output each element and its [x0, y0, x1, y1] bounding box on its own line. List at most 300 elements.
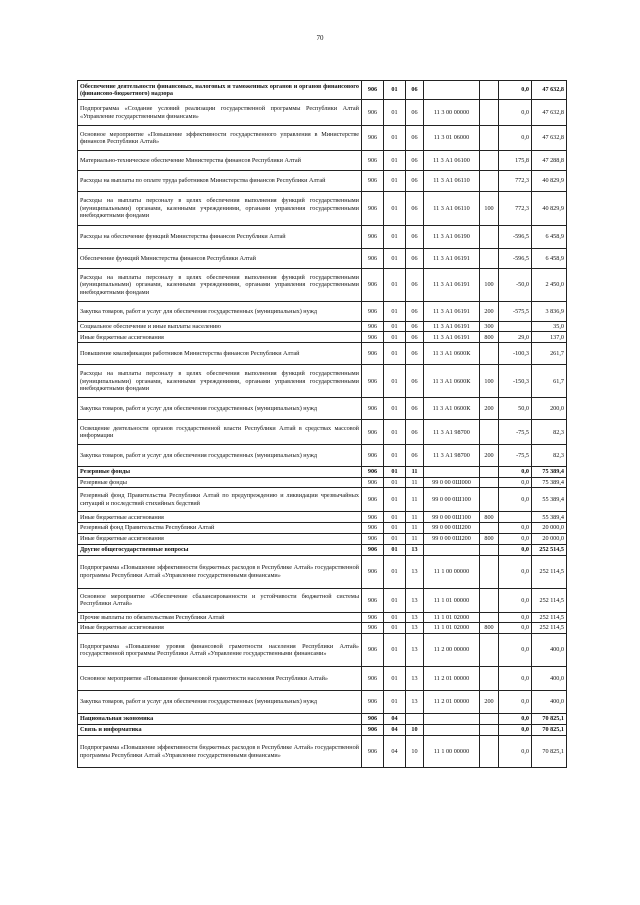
subsection-code-cell: 13 — [406, 691, 424, 714]
subsection-code-cell: 06 — [406, 322, 424, 332]
expense-name-cell: Закупка товаров, работ и услуг для обеспечения государственных (муниципальных) нужд — [78, 398, 362, 420]
expense-type-cell — [480, 634, 499, 667]
expense-name-cell: Закупка товаров, работ и услуг для обеспечения государственных (муниципальных) нужд — [78, 302, 362, 322]
expense-type-cell: 200 — [480, 302, 499, 322]
target-article-cell: 11 1 01 02000 — [424, 612, 480, 622]
expense-name-cell: Закупка товаров, работ и услуг для обеспечения государственных (муниципальных) нужд — [78, 445, 362, 467]
expense-type-cell — [480, 420, 499, 445]
table-row — [78, 714, 567, 725]
target-article-cell: 11 3 А1 0600К — [424, 398, 480, 420]
expense-name-cell: Расходы на выплаты персоналу в целях обеспечения выполнения функций государственными (муниципальными) органами, казенными учреждениями, органами управления государственными внебюджетными фондами — [78, 192, 362, 226]
expense-name-cell: Основное мероприятие «Обеспечение сбалансированности и устойчивости бюджетной системы Республики Алтай» — [78, 588, 362, 612]
expense-type-cell: 200 — [480, 398, 499, 420]
expense-type-cell — [480, 725, 499, 736]
ministry-code-cell: 906 — [362, 523, 384, 533]
ministry-code-cell: 906 — [362, 634, 384, 667]
ministry-code-cell: 906 — [362, 249, 384, 269]
subsection-code-cell: 06 — [406, 192, 424, 226]
change-amount-cell: -50,0 — [499, 269, 532, 302]
expense-name-cell: Расходы на выплаты персоналу в целях обеспечения выполнения функций государственными (муниципальными) органами, казенными учреждениями, органами управления государственными внебюджетными фондами — [78, 269, 362, 302]
total-amount-cell: 70 825,1 — [532, 736, 567, 768]
section-code-cell: 01 — [384, 467, 406, 477]
expense-type-cell — [480, 736, 499, 768]
ministry-code-cell: 906 — [362, 533, 384, 544]
target-article-cell: 11 3 А1 0600К — [424, 365, 480, 398]
change-amount-cell: 0,0 — [499, 126, 532, 151]
target-article-cell — [424, 467, 480, 477]
expense-type-cell — [480, 523, 499, 533]
subsection-code-cell: 13 — [406, 588, 424, 612]
expense-name-cell: Повышение квалификации работников Министерства финансов Республики Алтай — [78, 343, 362, 365]
expense-name-cell: Освещение деятельности органов государственной власти Республики Алтай в средствах массовой информации — [78, 420, 362, 445]
expense-type-cell — [480, 667, 499, 691]
table-row — [78, 302, 567, 322]
target-article-cell: 11 2 01 00000 — [424, 691, 480, 714]
section-code-cell: 01 — [384, 512, 406, 523]
section-code-cell: 01 — [384, 612, 406, 622]
expense-type-cell: 800 — [480, 623, 499, 634]
target-article-cell: 11 1 00 00000 — [424, 555, 480, 588]
total-amount-cell: 200,0 — [532, 398, 567, 420]
table-row — [78, 588, 567, 612]
expense-type-cell — [480, 555, 499, 588]
ministry-code-cell: 906 — [362, 322, 384, 332]
section-code-cell: 01 — [384, 533, 406, 544]
section-code-cell: 01 — [384, 623, 406, 634]
subsection-code-cell: 06 — [406, 332, 424, 343]
subsection-code-cell: 13 — [406, 634, 424, 667]
table-row — [78, 691, 567, 714]
table-row — [78, 171, 567, 192]
change-amount-cell: 0,0 — [499, 714, 532, 725]
subsection-code-cell: 06 — [406, 126, 424, 151]
total-amount-cell: 261,7 — [532, 343, 567, 365]
section-code-cell: 01 — [384, 667, 406, 691]
change-amount-cell: 175,8 — [499, 151, 532, 171]
ministry-code-cell: 906 — [362, 623, 384, 634]
subsection-code-cell: 10 — [406, 736, 424, 768]
expense-name-cell: Обеспечение деятельности финансовых, налоговых и таможенных органов и органов финансового (финансово-бюджетного) надзора — [78, 81, 362, 100]
total-amount-cell: 47 632,8 — [532, 126, 567, 151]
total-amount-cell: 20 000,0 — [532, 523, 567, 533]
subsection-code-cell: 06 — [406, 302, 424, 322]
ministry-code-cell: 906 — [362, 736, 384, 768]
section-code-cell: 01 — [384, 100, 406, 126]
subsection-code-cell: 13 — [406, 667, 424, 691]
total-amount-cell: 3 836,9 — [532, 302, 567, 322]
page-number: 70 — [316, 34, 324, 42]
total-amount-cell: 82,3 — [532, 445, 567, 467]
subsection-code-cell: 13 — [406, 555, 424, 588]
expense-name-cell: Подпрограмма «Повышение эффективности бюджетных расходов в Республике Алтай» государственной программы Республики Алтай «Управление государственными финансами» — [78, 555, 362, 588]
subsection-code-cell: 06 — [406, 151, 424, 171]
change-amount-cell — [499, 322, 532, 332]
ministry-code-cell: 906 — [362, 667, 384, 691]
change-amount-cell: 0,0 — [499, 488, 532, 512]
expense-name-cell: Социальное обеспечение и иные выплаты населению — [78, 322, 362, 332]
expense-name-cell: Резервный фонд Правительства Республики Алтай по предупреждению и ликвидации чрезвычайных ситуаций и последствий стихийных бедствий — [78, 488, 362, 512]
target-article-cell: 11 1 01 00000 — [424, 588, 480, 612]
change-amount-cell: 772,3 — [499, 171, 532, 192]
target-article-cell: 11 3 А1 98700 — [424, 420, 480, 445]
ministry-code-cell: 906 — [362, 398, 384, 420]
change-amount-cell: 0,0 — [499, 612, 532, 622]
budget-table — [77, 80, 567, 768]
change-amount-cell: 0,0 — [499, 623, 532, 634]
target-article-cell: 99 0 00 0Ш100 — [424, 512, 480, 523]
expense-type-cell: 200 — [480, 445, 499, 467]
subsection-code-cell: 11 — [406, 512, 424, 523]
target-article-cell: 11 1 01 02000 — [424, 623, 480, 634]
subsection-code-cell: 11 — [406, 477, 424, 487]
table-row — [78, 533, 567, 544]
change-amount-cell: 0,0 — [499, 736, 532, 768]
section-code-cell: 01 — [384, 691, 406, 714]
total-amount-cell: 137,0 — [532, 332, 567, 343]
expense-name-cell: Прочие выплаты по обязательствам Республики Алтай — [78, 612, 362, 622]
target-article-cell: 99 0 00 0Ш200 — [424, 533, 480, 544]
expense-type-cell: 300 — [480, 322, 499, 332]
expense-name-cell: Другие общегосударственные вопросы — [78, 544, 362, 555]
section-code-cell: 01 — [384, 269, 406, 302]
subsection-code-cell: 13 — [406, 612, 424, 622]
subsection-code-cell: 11 — [406, 523, 424, 533]
expense-name-cell: Иные бюджетные ассигнования — [78, 332, 362, 343]
change-amount-cell: 0,0 — [499, 667, 532, 691]
change-amount-cell: -596,5 — [499, 249, 532, 269]
expense-type-cell — [480, 100, 499, 126]
target-article-cell: 11 3 А1 06110 — [424, 171, 480, 192]
change-amount-cell: 0,0 — [499, 588, 532, 612]
expense-name-cell: Расходы на выплаты персоналу в целях обеспечения выполнения функций государственными (муниципальными) органами, казенными учреждениями, органами управления государственными внебюджетными фондами — [78, 365, 362, 398]
expense-type-cell: 800 — [480, 332, 499, 343]
ministry-code-cell: 906 — [362, 445, 384, 467]
expense-name-cell: Связь и информатика — [78, 725, 362, 736]
section-code-cell: 01 — [384, 249, 406, 269]
section-code-cell: 04 — [384, 714, 406, 725]
total-amount-cell: 20 000,0 — [532, 533, 567, 544]
expense-name-cell: Обеспечение функций Министерства финансов Республики Алтай — [78, 249, 362, 269]
target-article-cell: 11 2 01 00000 — [424, 667, 480, 691]
section-code-cell: 01 — [384, 365, 406, 398]
expense-type-cell: 100 — [480, 365, 499, 398]
expense-name-cell: Резервные фонды — [78, 467, 362, 477]
subsection-code-cell: 06 — [406, 398, 424, 420]
subsection-code-cell: 11 — [406, 533, 424, 544]
subsection-code-cell: 06 — [406, 226, 424, 249]
expense-type-cell — [480, 488, 499, 512]
expense-name-cell: Иные бюджетные ассигнования — [78, 623, 362, 634]
ministry-code-cell: 906 — [362, 365, 384, 398]
table-row — [78, 249, 567, 269]
total-amount-cell: 40 829,9 — [532, 192, 567, 226]
expense-name-cell: Расходы на выплаты по оплате труда работников Министерства финансов Республики Алтай — [78, 171, 362, 192]
subsection-code-cell: 06 — [406, 249, 424, 269]
table-body — [78, 81, 567, 768]
expense-type-cell — [480, 467, 499, 477]
table-row — [78, 612, 567, 622]
total-amount-cell: 47 632,8 — [532, 81, 567, 100]
ministry-code-cell: 906 — [362, 100, 384, 126]
expense-type-cell — [480, 151, 499, 171]
target-article-cell: 11 1 00 00000 — [424, 736, 480, 768]
total-amount-cell: 82,3 — [532, 420, 567, 445]
ministry-code-cell: 906 — [362, 555, 384, 588]
section-code-cell: 01 — [384, 126, 406, 151]
section-code-cell: 01 — [384, 477, 406, 487]
total-amount-cell: 55 389,4 — [532, 488, 567, 512]
section-code-cell: 01 — [384, 171, 406, 192]
change-amount-cell: 29,0 — [499, 332, 532, 343]
target-article-cell: 11 3 01 06000 — [424, 126, 480, 151]
ministry-code-cell: 906 — [362, 151, 384, 171]
expense-type-cell — [480, 226, 499, 249]
section-code-cell: 01 — [384, 151, 406, 171]
table-row — [78, 192, 567, 226]
subsection-code-cell: 11 — [406, 488, 424, 512]
total-amount-cell: 61,7 — [532, 365, 567, 398]
expense-type-cell — [480, 171, 499, 192]
change-amount-cell: 0,0 — [499, 467, 532, 477]
ministry-code-cell: 906 — [362, 126, 384, 151]
change-amount-cell: 0,0 — [499, 691, 532, 714]
ministry-code-cell: 906 — [362, 714, 384, 725]
expense-name-cell: Подпрограмма «Создание условий реализации государственной программы Республики Алтай «Управление государственными финансами» — [78, 100, 362, 126]
table-row — [78, 523, 567, 533]
table-row — [78, 667, 567, 691]
total-amount-cell: 400,0 — [532, 667, 567, 691]
total-amount-cell: 252 114,5 — [532, 588, 567, 612]
total-amount-cell: 47 288,8 — [532, 151, 567, 171]
target-article-cell — [424, 725, 480, 736]
section-code-cell: 01 — [384, 555, 406, 588]
table-row — [78, 398, 567, 420]
table-row — [78, 269, 567, 302]
target-article-cell: 11 2 00 00000 — [424, 634, 480, 667]
table-row — [78, 100, 567, 126]
ministry-code-cell: 906 — [362, 192, 384, 226]
total-amount-cell: 35,0 — [532, 322, 567, 332]
total-amount-cell: 40 829,9 — [532, 171, 567, 192]
total-amount-cell: 252 514,5 — [532, 544, 567, 555]
total-amount-cell: 75 389,4 — [532, 467, 567, 477]
ministry-code-cell: 906 — [362, 302, 384, 322]
section-code-cell: 01 — [384, 322, 406, 332]
target-article-cell: 11 3 А1 06191 — [424, 322, 480, 332]
table-row — [78, 126, 567, 151]
subsection-code-cell: 06 — [406, 445, 424, 467]
expense-type-cell — [480, 249, 499, 269]
change-amount-cell: 0,0 — [499, 523, 532, 533]
expense-name-cell: Расходы на обеспечение функций Министерства финансов Республики Алтай — [78, 226, 362, 249]
table-row — [78, 512, 567, 523]
expense-type-cell — [480, 343, 499, 365]
total-amount-cell: 47 632,8 — [532, 100, 567, 126]
subsection-code-cell: 13 — [406, 623, 424, 634]
total-amount-cell: 252 114,5 — [532, 612, 567, 622]
section-code-cell: 04 — [384, 736, 406, 768]
ministry-code-cell: 906 — [362, 171, 384, 192]
section-code-cell: 01 — [384, 302, 406, 322]
expense-type-cell — [480, 612, 499, 622]
section-code-cell: 01 — [384, 343, 406, 365]
subsection-code-cell: 06 — [406, 420, 424, 445]
change-amount-cell: 0,0 — [499, 555, 532, 588]
expense-type-cell: 200 — [480, 691, 499, 714]
change-amount-cell: -100,3 — [499, 343, 532, 365]
ministry-code-cell: 906 — [362, 588, 384, 612]
section-code-cell: 01 — [384, 523, 406, 533]
subsection-code-cell: 06 — [406, 343, 424, 365]
ministry-code-cell: 906 — [362, 343, 384, 365]
table-row — [78, 623, 567, 634]
subsection-code-cell: 06 — [406, 81, 424, 100]
expense-name-cell: Подпрограмма «Повышение уровня финансовой грамотности населения Республики Алтай» государственной программы Республики Алтай «Управление государственными финансами» — [78, 634, 362, 667]
target-article-cell: 11 3 А1 06190 — [424, 226, 480, 249]
section-code-cell: 01 — [384, 332, 406, 343]
table-row — [78, 226, 567, 249]
target-article-cell — [424, 544, 480, 555]
expense-type-cell — [480, 81, 499, 100]
ministry-code-cell: 906 — [362, 725, 384, 736]
change-amount-cell: 50,0 — [499, 398, 532, 420]
target-article-cell: 11 3 А1 06191 — [424, 269, 480, 302]
ministry-code-cell: 906 — [362, 467, 384, 477]
change-amount-cell: 0,0 — [499, 544, 532, 555]
expense-name-cell: Закупка товаров, работ и услуг для обеспечения государственных (муниципальных) нужд — [78, 691, 362, 714]
target-article-cell: 99 0 00 0Ш100 — [424, 488, 480, 512]
table-row — [78, 488, 567, 512]
change-amount-cell: -75,5 — [499, 445, 532, 467]
section-code-cell: 01 — [384, 420, 406, 445]
ministry-code-cell: 906 — [362, 226, 384, 249]
change-amount-cell: -596,5 — [499, 226, 532, 249]
target-article-cell: 11 3 А1 98700 — [424, 445, 480, 467]
change-amount-cell: 0,0 — [499, 81, 532, 100]
table-row — [78, 634, 567, 667]
change-amount-cell: 0,0 — [499, 477, 532, 487]
ministry-code-cell: 906 — [362, 477, 384, 487]
expense-name-cell: Национальная экономика — [78, 714, 362, 725]
target-article-cell: 11 3 А1 06191 — [424, 249, 480, 269]
total-amount-cell: 252 114,5 — [532, 623, 567, 634]
section-code-cell: 01 — [384, 398, 406, 420]
ministry-code-cell: 906 — [362, 512, 384, 523]
subsection-code-cell: 10 — [406, 725, 424, 736]
target-article-cell: 11 3 00 00000 — [424, 100, 480, 126]
subsection-code-cell: 06 — [406, 100, 424, 126]
ministry-code-cell: 906 — [362, 269, 384, 302]
expense-name-cell: Резервные фонды — [78, 477, 362, 487]
table-row — [78, 555, 567, 588]
change-amount-cell: 772,3 — [499, 192, 532, 226]
table-row — [78, 343, 567, 365]
table-row — [78, 420, 567, 445]
change-amount-cell: 0,0 — [499, 725, 532, 736]
section-code-cell: 04 — [384, 725, 406, 736]
total-amount-cell: 75 389,4 — [532, 477, 567, 487]
change-amount-cell: 0,0 — [499, 634, 532, 667]
expense-type-cell: 800 — [480, 533, 499, 544]
subsection-code-cell: 11 — [406, 467, 424, 477]
ministry-code-cell: 906 — [362, 81, 384, 100]
expense-name-cell: Основное мероприятие «Повышение финансовой грамотности населения Республики Алтай» — [78, 667, 362, 691]
total-amount-cell: 6 458,9 — [532, 249, 567, 269]
target-article-cell: 99 0 00 0Ш200 — [424, 523, 480, 533]
change-amount-cell: -75,5 — [499, 420, 532, 445]
table-row — [78, 445, 567, 467]
table-row — [78, 544, 567, 555]
change-amount-cell: 0,0 — [499, 100, 532, 126]
table-row — [78, 81, 567, 100]
total-amount-cell: 400,0 — [532, 691, 567, 714]
section-code-cell: 01 — [384, 588, 406, 612]
target-article-cell: 99 0 00 0Ш000 — [424, 477, 480, 487]
table-row — [78, 736, 567, 768]
ministry-code-cell: 906 — [362, 488, 384, 512]
expense-type-cell: 100 — [480, 192, 499, 226]
total-amount-cell: 70 825,1 — [532, 714, 567, 725]
change-amount-cell: -150,3 — [499, 365, 532, 398]
subsection-code-cell: 06 — [406, 269, 424, 302]
subsection-code-cell: 06 — [406, 365, 424, 398]
subsection-code-cell: 13 — [406, 544, 424, 555]
expense-type-cell: 800 — [480, 512, 499, 523]
expense-name-cell: Иные бюджетные ассигнования — [78, 533, 362, 544]
expense-type-cell: 100 — [480, 269, 499, 302]
target-article-cell — [424, 714, 480, 725]
expense-type-cell — [480, 714, 499, 725]
expense-type-cell — [480, 544, 499, 555]
ministry-code-cell: 906 — [362, 544, 384, 555]
ministry-code-cell: 906 — [362, 420, 384, 445]
ministry-code-cell: 906 — [362, 612, 384, 622]
expense-type-cell — [480, 588, 499, 612]
target-article-cell: 11 3 А1 06110 — [424, 192, 480, 226]
section-code-cell: 01 — [384, 634, 406, 667]
table-row — [78, 477, 567, 487]
total-amount-cell: 6 458,9 — [532, 226, 567, 249]
subsection-code-cell — [406, 714, 424, 725]
expense-name-cell: Подпрограмма «Повышение эффективности бюджетных расходов в Республике Алтай» государственной программы Республики Алтай «Управление государственными финансами» — [78, 736, 362, 768]
target-article-cell: 11 3 А1 06100 — [424, 151, 480, 171]
change-amount-cell — [499, 512, 532, 523]
table-row — [78, 725, 567, 736]
ministry-code-cell: 906 — [362, 332, 384, 343]
table-row — [78, 332, 567, 343]
total-amount-cell: 70 825,1 — [532, 725, 567, 736]
section-code-cell: 01 — [384, 445, 406, 467]
target-article-cell — [424, 81, 480, 100]
subsection-code-cell: 06 — [406, 171, 424, 192]
section-code-cell: 01 — [384, 226, 406, 249]
table-row — [78, 322, 567, 332]
expense-type-cell — [480, 126, 499, 151]
total-amount-cell: 2 450,0 — [532, 269, 567, 302]
section-code-cell: 01 — [384, 81, 406, 100]
expense-name-cell: Иные бюджетные ассигнования — [78, 512, 362, 523]
ministry-code-cell: 906 — [362, 691, 384, 714]
section-code-cell: 01 — [384, 192, 406, 226]
table-row — [78, 365, 567, 398]
target-article-cell: 11 3 А1 0600К — [424, 343, 480, 365]
section-code-cell: 01 — [384, 488, 406, 512]
target-article-cell: 11 3 А1 06191 — [424, 332, 480, 343]
total-amount-cell: 400,0 — [532, 634, 567, 667]
expense-name-cell: Материально-техническое обеспечение Министерства финансов Республики Алтай — [78, 151, 362, 171]
total-amount-cell: 55 389,4 — [532, 512, 567, 523]
expense-name-cell: Резервный фонд Правительства Республики Алтай — [78, 523, 362, 533]
